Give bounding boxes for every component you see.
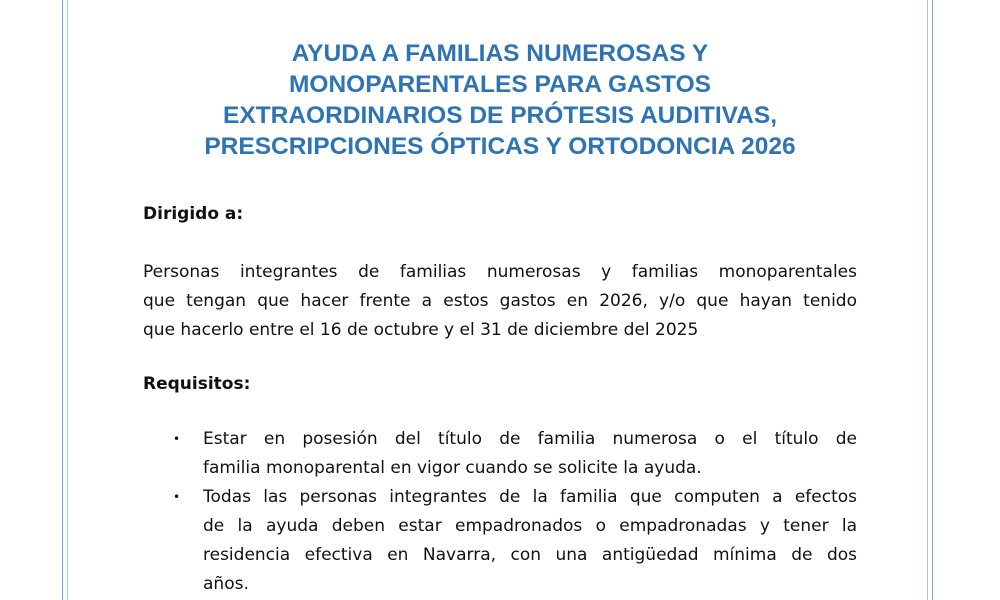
title-line-4: PRESCRIPCIONES ÓPTICAS Y ORTODONCIA 2026 [204,133,796,160]
dirigido-line-3: que hacerlo entre el 16 de octubre y el 31 de diciembre del 2025 [143,320,699,340]
requisito-2-line-2: de la ayuda deben estar empadronados o empadronadas y tener la [203,516,857,536]
document-title [120,38,880,162]
title-line-2: MONOPARENTALES PARA GASTOS [289,71,711,98]
dirigido-line-1: Personas integrantes de familias numerosas y familias monoparentales [143,262,857,282]
requisito-2-line-4: años. [203,574,249,594]
requisito-2-line-3: residencia efectiva en Navarra, con una antigüedad mínima de dos [203,545,857,565]
bullet-icon: • [173,432,181,446]
page-border-left-inner [67,0,68,600]
page-border-right-inner [927,0,928,600]
title-line-3: EXTRAORDINARIOS DE PRÓTESIS AUDITIVAS, [222,102,778,129]
requisito-2-line-1: Todas las personas integrantes de la familia que computen a efectos [203,487,857,507]
dirigido-heading: Dirigido a: [143,204,244,224]
bullet-icon: • [173,490,181,504]
requisito-1-line-2: familia monoparental en vigor cuando se solicite la ayuda. [203,458,702,478]
requisito-1-line-1: Estar en posesión del título de familia numerosa o el título de [203,429,857,449]
page-border-left [62,0,63,600]
title-line-1: AYUDA A FAMILIAS NUMEROSAS Y [291,40,709,67]
dirigido-paragraph [143,258,857,345]
requisitos-heading: Requisitos: [143,374,251,394]
page-border-right [932,0,933,600]
list-item [143,483,857,599]
list-item [143,425,857,483]
dirigido-line-2: que tengan que hacer frente a estos gastos en 2026, y/o que hayan tenido [143,291,857,311]
requisitos-list [143,425,857,599]
